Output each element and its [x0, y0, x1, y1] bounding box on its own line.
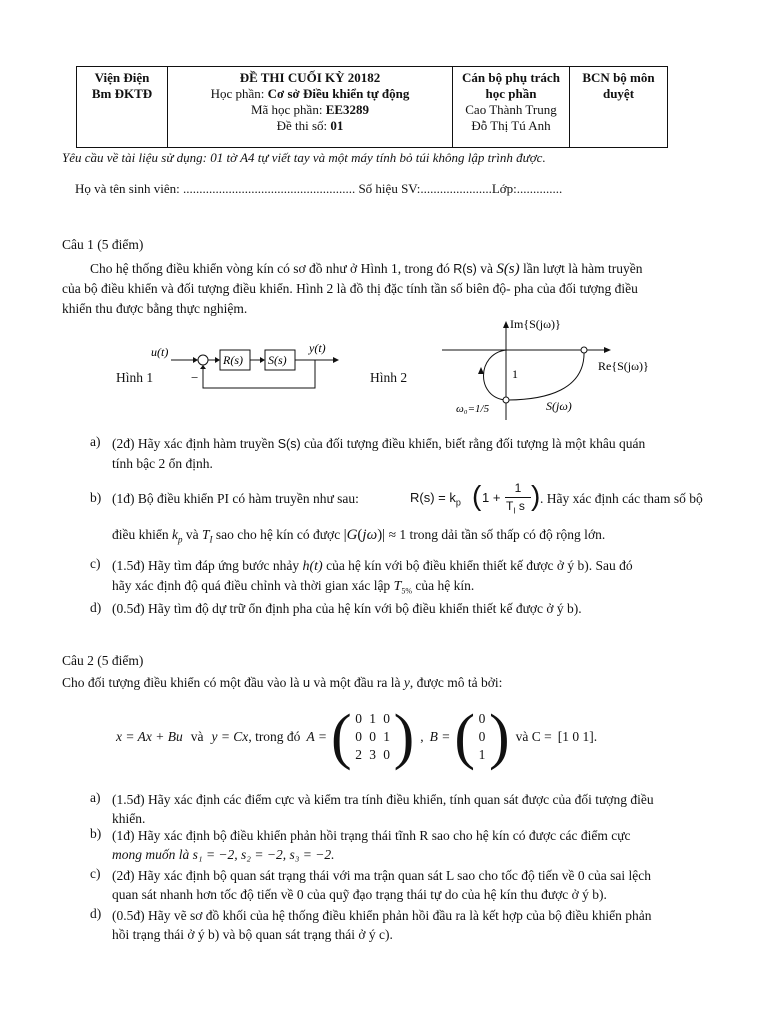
header-approval: BCN bộ môn duyệt [570, 67, 668, 148]
matrix-A: 0 1 0 0 0 1 2 3 0 [355, 711, 390, 762]
figure1-label: Hình 1 [116, 370, 154, 385]
header-lecturers: Cán bộ phụ trách học phần Cao Thành Trung Đỗ Thị Tú Anh [453, 67, 570, 148]
figure2-nyquist-plot [436, 312, 672, 424]
header-institute: Viện Điện Bm ĐKTĐ [77, 67, 168, 148]
q1-title: Câu 1 (5 điểm) [62, 237, 144, 252]
figure1-block-diagram [145, 338, 345, 400]
matrix-B: 0 0 1 [478, 711, 486, 762]
q1-intro-line3: khiển thu được bằng thực nghiệm. [62, 301, 248, 316]
q2-intro: Cho đối tượng điều khiển có một đầu vào là u và một đầu ra là y, được mô tả bởi: [62, 675, 503, 690]
nyquist-curve-inner [484, 350, 507, 400]
curve-label: S(jω) [546, 399, 572, 413]
state-space-equation: x = Ax + Bu và y = Cx , trong đó A = ( 0 1 0 0 0 1 2 3 0 ) , B = ( 0 0 1 ) và C = [1 0 1]. [116, 703, 598, 771]
header-exam-info: ĐỀ THI CUỐI KỲ 20182 Học phần: Cơ sở Điều khiển tự động Mã học phần: EE3289 Đề thi số: 01 [168, 67, 453, 148]
q1-part-a: (2đ) Hãy xác định hàm truyền S(s) của đối tượng điều khiển, biết rằng đối tượng là một khâu quán tính bậc 2 ổn định. [112, 436, 646, 471]
q1-part-d: (0.5đ) Hãy tìm độ dự trữ ổn định pha của hệ kín với bộ điều khiển thiết kế được ở ý b). [112, 601, 582, 616]
course-name: Cơ sở Điều khiển tự động [267, 86, 410, 101]
requirements-note: Yêu cầu về tài liệu sử dụng: 01 tờ A4 tự viết tay và một máy tính bỏ túi không lập trình được. [62, 150, 546, 165]
exam-title: ĐỀ THI CUỐI KỲ 20182 [239, 70, 381, 85]
pi-transfer-function: $R(s) = k_p$ ( 1 + 1 $T_I$ s ) [410, 480, 541, 516]
frequency-label: ω₀=1/5 [456, 403, 490, 415]
exam-number: 01 [330, 118, 344, 133]
q1-intro-line1: Cho hệ thống điều khiển vòng kín có sơ đồ như ở Hình 1, trong đó R(s) và S(s) lần lượt là hàm truyền [90, 261, 643, 277]
imag-axis-label: Im{S(jω)} [510, 317, 561, 331]
q2-part-a: (1.5đ) Hãy xác định các điểm cực và kiểm tra tính điều khiển, tính quan sát được của đối tượng điều khiển. [112, 792, 654, 826]
matrix-C: [1 0 1]. [557, 729, 598, 744]
figure2-label: Hình 2 [370, 370, 408, 385]
magnitude-label: 1 [512, 367, 518, 381]
feedback-minus: − [191, 370, 199, 385]
course-code: EE3289 [325, 102, 370, 117]
real-axis-label: Re{S(jω)} [598, 359, 649, 373]
svg-text:R(s): R(s) [223, 353, 243, 367]
lecturer-name: Đỗ Thị Tú Anh [471, 118, 551, 133]
summing-junction [198, 355, 208, 365]
q2-part-d: (0.5đ) Hãy vẽ sơ đồ khối của hệ thống điều khiển phản hồi đầu ra là kết hợp của bộ điều khiển phản hồi trạng thái ở ý b) và bộ quan sát trạng thái ở ý c). [112, 908, 652, 942]
q1-intro-line2: của bộ điều khiển và đối tượng điều khiển. Hình 2 là đồ thị đặc tính tần số biên độ- pha của đối tượng điều [62, 281, 638, 296]
q2-part-b: (1đ) Hãy xác định bộ điều khiển phản hồi trạng thái tĩnh R sao cho hệ kín có được các điểm cực mong muốn là s₁ = −2, s₂ = −2, s₃ = −2. [112, 828, 631, 862]
q1-part-b-line1: (1đ) Bộ điều khiển PI có hàm truyền như sau: [112, 491, 359, 506]
student-info-line: Họ và tên sinh viên: ..................................................... Số hiệu SV:......................Lớp:.............. [75, 181, 563, 196]
exam-header-table [76, 66, 668, 148]
crossing-point [503, 397, 509, 403]
svg-text:S(s): S(s) [268, 353, 287, 367]
lecturer-name: Cao Thành Trung [465, 102, 557, 117]
q1-part-c: (1.5đ) Hãy tìm đáp ứng bước nhảy h(t) của hệ kín với bộ điều khiển thiết kế được ở ý b). Sau đó hãy xác định độ quá điều chỉnh và thời gian xác lập $T_{5\%}$ của hệ kín. [112, 558, 633, 596]
q1-part-b-line2: điều khiển $k_p$ và $T_I$ sao cho hệ kín có được |G(jω)| ≈ 1 trong dải tần số thấp có độ rộng lớn. [112, 527, 606, 545]
fig1-output-label: y(t) [309, 341, 326, 355]
q2-part-c: (2đ) Hãy xác định bộ quan sát trạng thái với ma trận quan sát L sao cho tốc độ tiến về 0 của sai lệch quan sát nhanh hơn tốc độ tiến về 0 của quỹ đạo trạng thái tự do của hệ kín thu được ở ý b). [112, 868, 651, 902]
q2-title: Câu 2 (5 điểm) [62, 653, 144, 668]
fig1-input-label: u(t) [151, 345, 169, 359]
